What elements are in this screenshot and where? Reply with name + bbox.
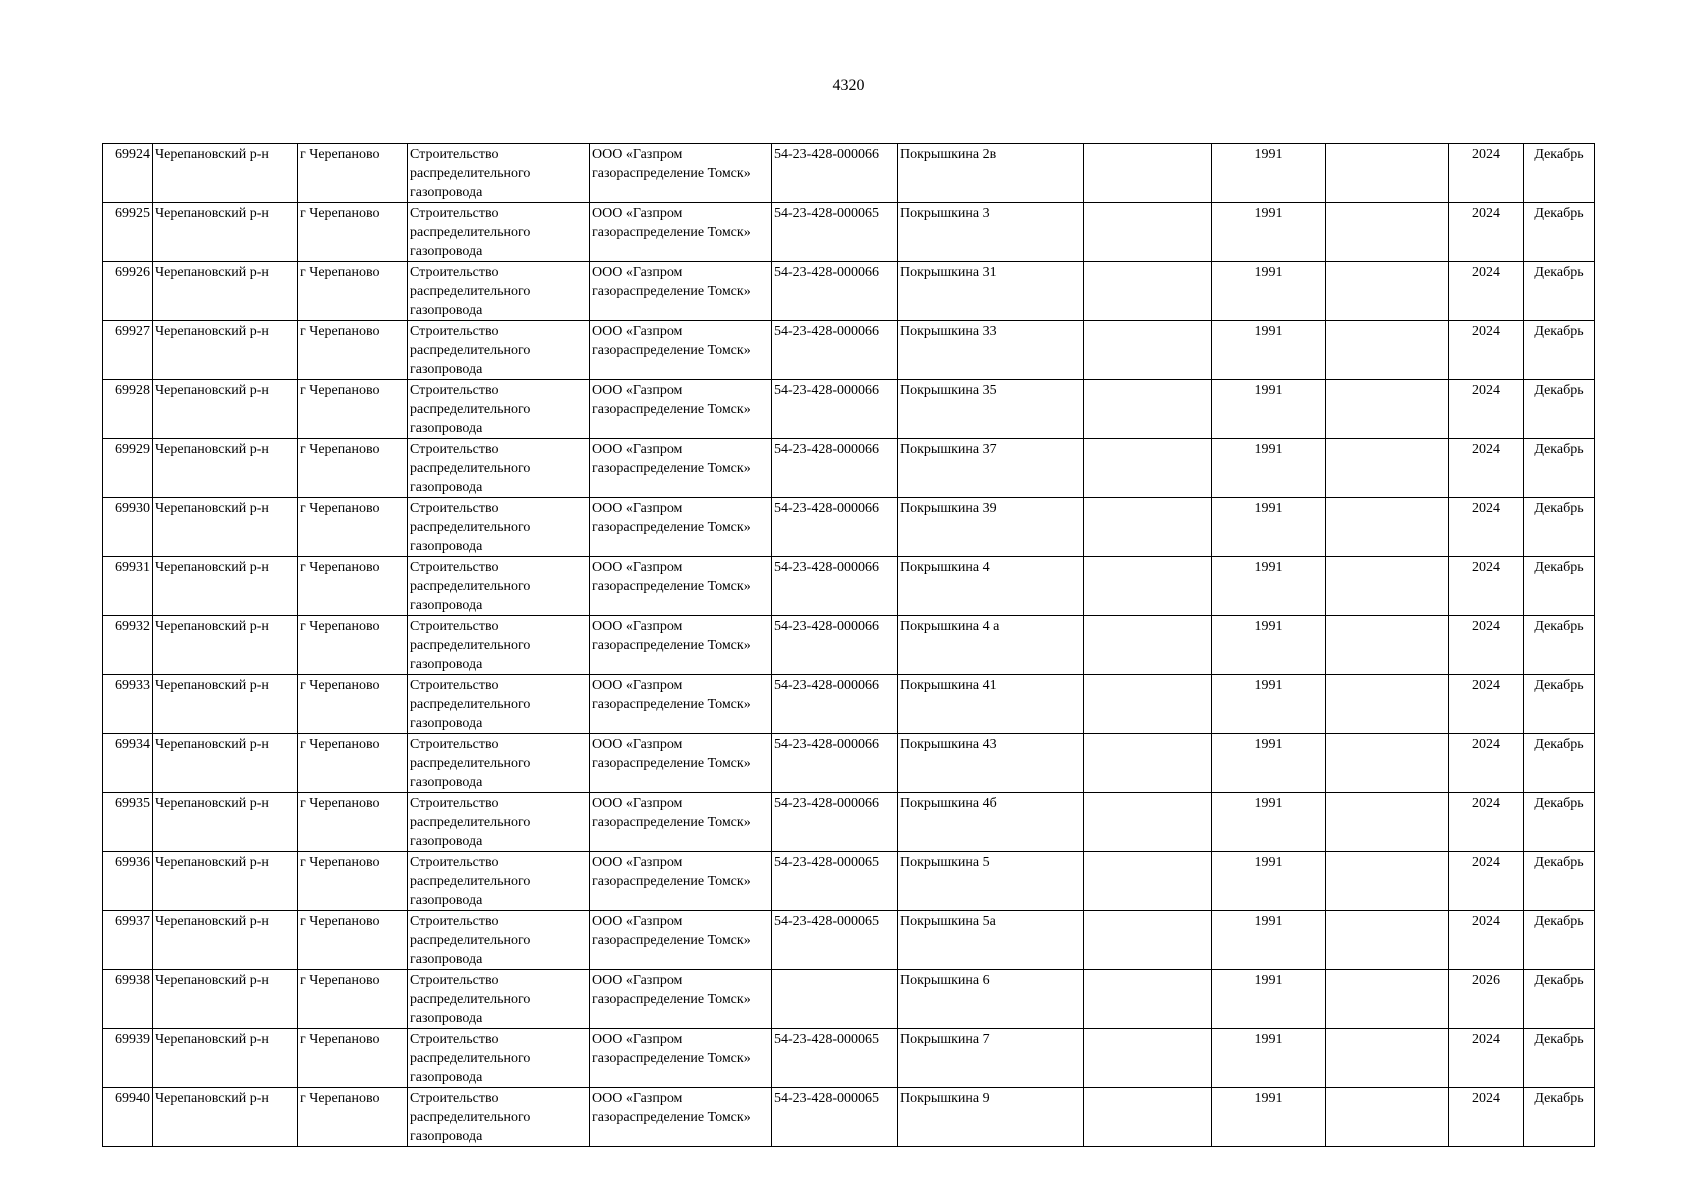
work-type-cell: Строительство распределительного газопровода: [408, 911, 590, 970]
address-cell: Покрышкина 33: [898, 321, 1084, 380]
month-cell: Декабрь: [1524, 321, 1595, 380]
empty-cell: [1326, 321, 1449, 380]
table-row: [103, 439, 1595, 498]
settlement-cell: г Черепаново: [298, 616, 408, 675]
object-code-cell: 54-23-428-000065: [772, 203, 898, 262]
settlement-cell: г Черепаново: [298, 498, 408, 557]
empty-cell: [1084, 675, 1212, 734]
record-id-cell: 69935: [103, 793, 153, 852]
district-cell: Черепановский р-н: [153, 498, 298, 557]
work-type-cell: Строительство распределительного газопровода: [408, 203, 590, 262]
record-id-cell: 69928: [103, 380, 153, 439]
month-cell: Декабрь: [1524, 380, 1595, 439]
address-cell: Покрышкина 9: [898, 1088, 1084, 1147]
record-id-cell: 69927: [103, 321, 153, 380]
work-type-cell: Строительство распределительного газопровода: [408, 734, 590, 793]
work-type-cell: Строительство распределительного газопровода: [408, 262, 590, 321]
settlement-cell: г Черепаново: [298, 203, 408, 262]
district-cell: Черепановский р-н: [153, 439, 298, 498]
month-cell: Декабрь: [1524, 262, 1595, 321]
organization-cell: ООО «Газпром газораспределение Томск»: [590, 793, 772, 852]
empty-cell: [1084, 911, 1212, 970]
organization-cell: ООО «Газпром газораспределение Томск»: [590, 1088, 772, 1147]
settlement-cell: г Черепаново: [298, 1029, 408, 1088]
work-type-cell: Строительство распределительного газопровода: [408, 793, 590, 852]
empty-cell: [1326, 380, 1449, 439]
record-id-cell: 69926: [103, 262, 153, 321]
plan-year-cell: 2024: [1449, 203, 1524, 262]
plan-year-cell: 2024: [1449, 911, 1524, 970]
empty-cell: [1084, 616, 1212, 675]
month-cell: Декабрь: [1524, 793, 1595, 852]
work-type-cell: Строительство распределительного газопровода: [408, 675, 590, 734]
district-cell: Черепановский р-н: [153, 203, 298, 262]
object-code-cell: 54-23-428-000066: [772, 439, 898, 498]
organization-cell: ООО «Газпром газораспределение Томск»: [590, 321, 772, 380]
object-code-cell: 54-23-428-000066: [772, 321, 898, 380]
month-cell: Декабрь: [1524, 852, 1595, 911]
year-cell: 1991: [1212, 144, 1326, 203]
work-type-cell: Строительство распределительного газопровода: [408, 852, 590, 911]
table-row: [103, 557, 1595, 616]
month-cell: Декабрь: [1524, 911, 1595, 970]
work-type-cell: Строительство распределительного газопровода: [408, 498, 590, 557]
plan-year-cell: 2024: [1449, 675, 1524, 734]
table-row: [103, 1088, 1595, 1147]
table-row: [103, 321, 1595, 380]
table-row: [103, 970, 1595, 1029]
district-cell: Черепановский р-н: [153, 616, 298, 675]
empty-cell: [1084, 262, 1212, 321]
year-cell: 1991: [1212, 557, 1326, 616]
table-row: [103, 203, 1595, 262]
organization-cell: ООО «Газпром газораспределение Томск»: [590, 498, 772, 557]
district-cell: Черепановский р-н: [153, 321, 298, 380]
organization-cell: ООО «Газпром газораспределение Томск»: [590, 262, 772, 321]
month-cell: Декабрь: [1524, 734, 1595, 793]
empty-cell: [1326, 262, 1449, 321]
address-cell: Покрышкина 4: [898, 557, 1084, 616]
address-cell: Покрышкина 31: [898, 262, 1084, 321]
table-row: [103, 144, 1595, 203]
month-cell: Декабрь: [1524, 557, 1595, 616]
plan-year-cell: 2024: [1449, 144, 1524, 203]
object-code-cell: 54-23-428-000066: [772, 144, 898, 203]
year-cell: 1991: [1212, 734, 1326, 793]
month-cell: Декабрь: [1524, 675, 1595, 734]
plan-year-cell: 2024: [1449, 380, 1524, 439]
organization-cell: ООО «Газпром газораспределение Томск»: [590, 616, 772, 675]
empty-cell: [1084, 1029, 1212, 1088]
settlement-cell: г Черепаново: [298, 675, 408, 734]
table-row: [103, 1029, 1595, 1088]
object-code-cell: 54-23-428-000066: [772, 734, 898, 793]
district-cell: Черепановский р-н: [153, 262, 298, 321]
organization-cell: ООО «Газпром газораспределение Томск»: [590, 203, 772, 262]
organization-cell: ООО «Газпром газораспределение Томск»: [590, 380, 772, 439]
month-cell: Декабрь: [1524, 144, 1595, 203]
year-cell: 1991: [1212, 793, 1326, 852]
empty-cell: [1326, 1088, 1449, 1147]
empty-cell: [1084, 557, 1212, 616]
address-cell: Покрышкина 4б: [898, 793, 1084, 852]
empty-cell: [1326, 1029, 1449, 1088]
settlement-cell: г Черепаново: [298, 852, 408, 911]
address-cell: Покрышкина 37: [898, 439, 1084, 498]
address-cell: Покрышкина 7: [898, 1029, 1084, 1088]
register-table: [102, 143, 1595, 1147]
organization-cell: ООО «Газпром газораспределение Томск»: [590, 734, 772, 793]
plan-year-cell: 2024: [1449, 793, 1524, 852]
empty-cell: [1084, 321, 1212, 380]
month-cell: Декабрь: [1524, 203, 1595, 262]
empty-cell: [1084, 439, 1212, 498]
empty-cell: [1326, 144, 1449, 203]
district-cell: Черепановский р-н: [153, 144, 298, 203]
empty-cell: [1326, 498, 1449, 557]
empty-cell: [1326, 734, 1449, 793]
record-id-cell: 69929: [103, 439, 153, 498]
record-id-cell: 69932: [103, 616, 153, 675]
year-cell: 1991: [1212, 498, 1326, 557]
empty-cell: [1326, 970, 1449, 1029]
district-cell: Черепановский р-н: [153, 380, 298, 439]
table-row: [103, 262, 1595, 321]
empty-cell: [1326, 675, 1449, 734]
plan-year-cell: 2026: [1449, 970, 1524, 1029]
settlement-cell: г Черепаново: [298, 1088, 408, 1147]
empty-cell: [1326, 439, 1449, 498]
table-row: [103, 616, 1595, 675]
address-cell: Покрышкина 4 а: [898, 616, 1084, 675]
empty-cell: [1084, 793, 1212, 852]
district-cell: Черепановский р-н: [153, 852, 298, 911]
address-cell: Покрышкина 39: [898, 498, 1084, 557]
address-cell: Покрышкина 5а: [898, 911, 1084, 970]
settlement-cell: г Черепаново: [298, 262, 408, 321]
year-cell: 1991: [1212, 1029, 1326, 1088]
plan-year-cell: 2024: [1449, 557, 1524, 616]
empty-cell: [1084, 498, 1212, 557]
object-code-cell: 54-23-428-000066: [772, 616, 898, 675]
record-id-cell: 69930: [103, 498, 153, 557]
organization-cell: ООО «Газпром газораспределение Томск»: [590, 675, 772, 734]
object-code-cell: 54-23-428-000066: [772, 498, 898, 557]
empty-cell: [1084, 144, 1212, 203]
record-id-cell: 69939: [103, 1029, 153, 1088]
month-cell: Декабрь: [1524, 616, 1595, 675]
empty-cell: [1084, 970, 1212, 1029]
object-code-cell: 54-23-428-000065: [772, 911, 898, 970]
table-row: [103, 734, 1595, 793]
table-row: [103, 852, 1595, 911]
year-cell: 1991: [1212, 380, 1326, 439]
address-cell: Покрышкина 35: [898, 380, 1084, 439]
object-code-cell: 54-23-428-000066: [772, 557, 898, 616]
month-cell: Декабрь: [1524, 1029, 1595, 1088]
record-id-cell: 69934: [103, 734, 153, 793]
empty-cell: [1084, 734, 1212, 793]
work-type-cell: Строительство распределительного газопровода: [408, 616, 590, 675]
organization-cell: ООО «Газпром газораспределение Томск»: [590, 1029, 772, 1088]
record-id-cell: 69924: [103, 144, 153, 203]
organization-cell: ООО «Газпром газораспределение Томск»: [590, 911, 772, 970]
month-cell: Декабрь: [1524, 1088, 1595, 1147]
table-row: [103, 793, 1595, 852]
organization-cell: ООО «Газпром газораспределение Томск»: [590, 852, 772, 911]
empty-cell: [1326, 793, 1449, 852]
table-row: [103, 675, 1595, 734]
table-row: [103, 498, 1595, 557]
settlement-cell: г Черепаново: [298, 439, 408, 498]
record-id-cell: 69937: [103, 911, 153, 970]
settlement-cell: г Черепаново: [298, 380, 408, 439]
page-number: 4320: [832, 77, 865, 94]
plan-year-cell: 2024: [1449, 1029, 1524, 1088]
record-id-cell: 69931: [103, 557, 153, 616]
plan-year-cell: 2024: [1449, 1088, 1524, 1147]
object-code-cell: [772, 970, 898, 1029]
year-cell: 1991: [1212, 970, 1326, 1029]
table-row: [103, 911, 1595, 970]
record-id-cell: 69933: [103, 675, 153, 734]
district-cell: Черепановский р-н: [153, 734, 298, 793]
settlement-cell: г Черепаново: [298, 557, 408, 616]
empty-cell: [1326, 911, 1449, 970]
table-row: [103, 380, 1595, 439]
work-type-cell: Строительство распределительного газопровода: [408, 1029, 590, 1088]
empty-cell: [1326, 852, 1449, 911]
district-cell: Черепановский р-н: [153, 970, 298, 1029]
plan-year-cell: 2024: [1449, 262, 1524, 321]
empty-cell: [1084, 203, 1212, 262]
year-cell: 1991: [1212, 675, 1326, 734]
settlement-cell: г Черепаново: [298, 734, 408, 793]
month-cell: Декабрь: [1524, 439, 1595, 498]
register-body: [103, 144, 1595, 1147]
object-code-cell: 54-23-428-000065: [772, 1088, 898, 1147]
plan-year-cell: 2024: [1449, 852, 1524, 911]
settlement-cell: г Черепаново: [298, 144, 408, 203]
organization-cell: ООО «Газпром газораспределение Томск»: [590, 439, 772, 498]
address-cell: Покрышкина 41: [898, 675, 1084, 734]
object-code-cell: 54-23-428-000066: [772, 793, 898, 852]
organization-cell: ООО «Газпром газораспределение Томск»: [590, 970, 772, 1029]
settlement-cell: г Черепаново: [298, 793, 408, 852]
district-cell: Черепановский р-н: [153, 675, 298, 734]
record-id-cell: 69938: [103, 970, 153, 1029]
district-cell: Черепановский р-н: [153, 1029, 298, 1088]
object-code-cell: 54-23-428-000066: [772, 262, 898, 321]
work-type-cell: Строительство распределительного газопровода: [408, 970, 590, 1029]
address-cell: Покрышкина 6: [898, 970, 1084, 1029]
empty-cell: [1326, 557, 1449, 616]
object-code-cell: 54-23-428-000065: [772, 852, 898, 911]
plan-year-cell: 2024: [1449, 734, 1524, 793]
work-type-cell: Строительство распределительного газопровода: [408, 144, 590, 203]
settlement-cell: г Черепаново: [298, 970, 408, 1029]
empty-cell: [1084, 380, 1212, 439]
month-cell: Декабрь: [1524, 970, 1595, 1029]
empty-cell: [1326, 203, 1449, 262]
month-cell: Декабрь: [1524, 498, 1595, 557]
work-type-cell: Строительство распределительного газопровода: [408, 1088, 590, 1147]
district-cell: Черепановский р-н: [153, 1088, 298, 1147]
plan-year-cell: 2024: [1449, 616, 1524, 675]
settlement-cell: г Черепаново: [298, 321, 408, 380]
organization-cell: ООО «Газпром газораспределение Томск»: [590, 557, 772, 616]
year-cell: 1991: [1212, 439, 1326, 498]
district-cell: Черепановский р-н: [153, 911, 298, 970]
plan-year-cell: 2024: [1449, 498, 1524, 557]
address-cell: Покрышкина 43: [898, 734, 1084, 793]
record-id-cell: 69940: [103, 1088, 153, 1147]
record-id-cell: 69936: [103, 852, 153, 911]
address-cell: Покрышкина 5: [898, 852, 1084, 911]
organization-cell: ООО «Газпром газораспределение Томск»: [590, 144, 772, 203]
year-cell: 1991: [1212, 616, 1326, 675]
year-cell: 1991: [1212, 262, 1326, 321]
address-cell: Покрышкина 2в: [898, 144, 1084, 203]
plan-year-cell: 2024: [1449, 321, 1524, 380]
empty-cell: [1084, 852, 1212, 911]
object-code-cell: 54-23-428-000066: [772, 380, 898, 439]
district-cell: Черепановский р-н: [153, 557, 298, 616]
work-type-cell: Строительство распределительного газопровода: [408, 557, 590, 616]
work-type-cell: Строительство распределительного газопровода: [408, 439, 590, 498]
year-cell: 1991: [1212, 203, 1326, 262]
settlement-cell: г Черепаново: [298, 911, 408, 970]
plan-year-cell: 2024: [1449, 439, 1524, 498]
empty-cell: [1326, 616, 1449, 675]
object-code-cell: 54-23-428-000065: [772, 1029, 898, 1088]
year-cell: 1991: [1212, 852, 1326, 911]
district-cell: Черепановский р-н: [153, 793, 298, 852]
address-cell: Покрышкина 3: [898, 203, 1084, 262]
year-cell: 1991: [1212, 1088, 1326, 1147]
year-cell: 1991: [1212, 911, 1326, 970]
year-cell: 1991: [1212, 321, 1326, 380]
record-id-cell: 69925: [103, 203, 153, 262]
object-code-cell: 54-23-428-000066: [772, 675, 898, 734]
work-type-cell: Строительство распределительного газопровода: [408, 380, 590, 439]
empty-cell: [1084, 1088, 1212, 1147]
work-type-cell: Строительство распределительного газопровода: [408, 321, 590, 380]
